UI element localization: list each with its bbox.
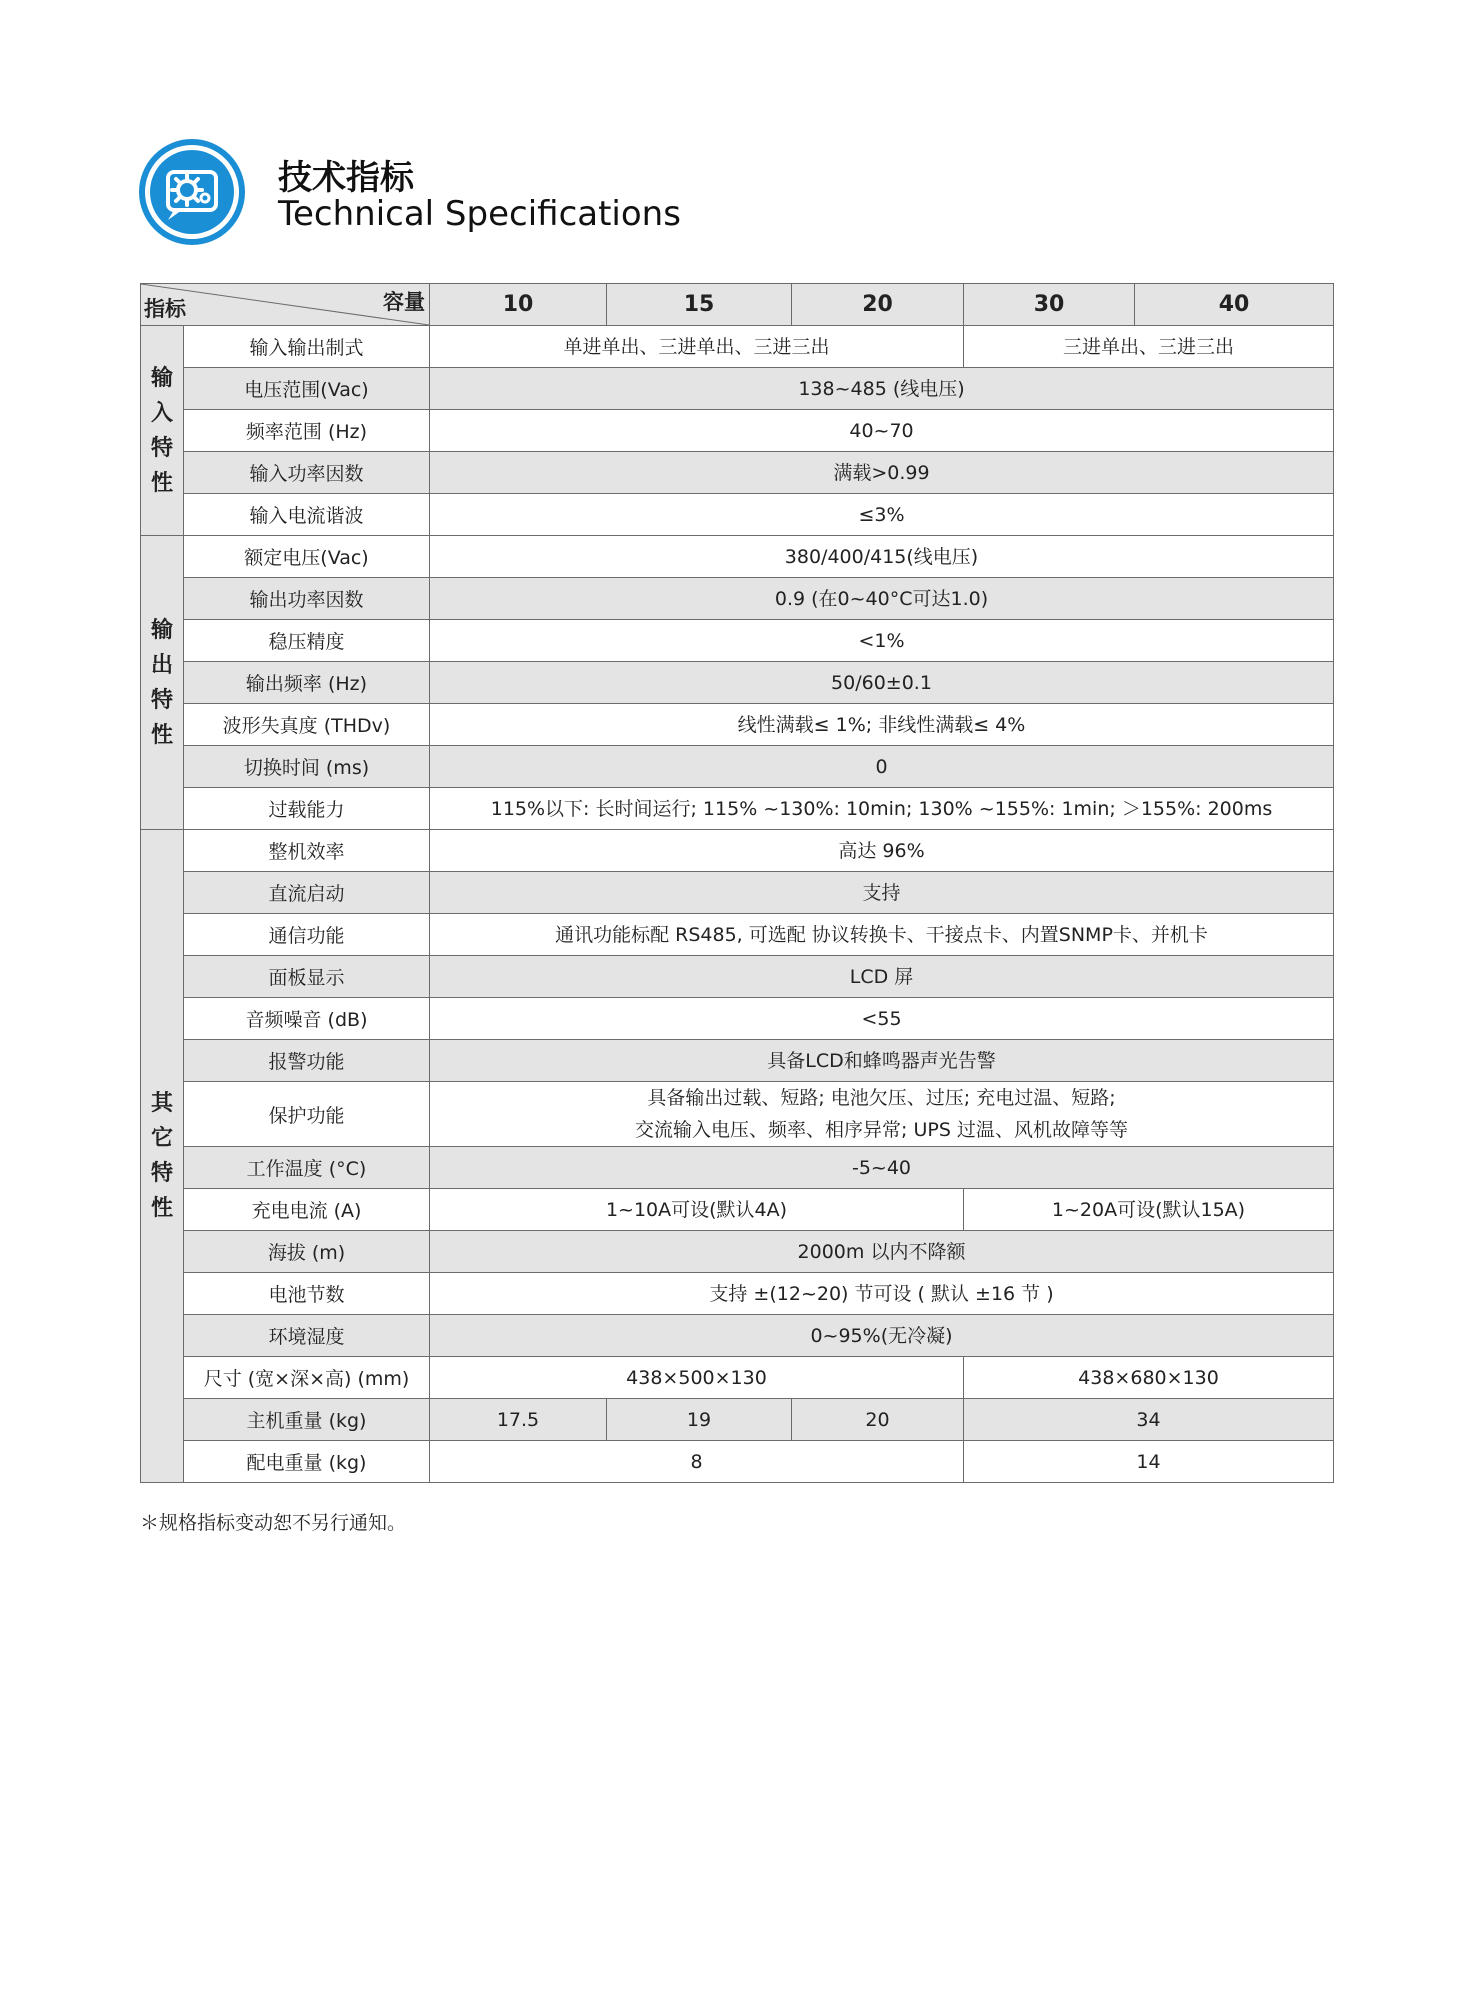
table-row	[141, 1315, 1334, 1357]
capacity-header: 10	[430, 284, 607, 326]
row-value: 115%以下: 长时间运行; 115% ~130%: 10min; 130% ~155%: 1min; ＞155%: 200ms	[430, 788, 1334, 830]
row-label: 环境湿度	[184, 1315, 430, 1357]
table-row	[141, 368, 1334, 410]
row-label: 频率范围 (Hz)	[184, 410, 430, 452]
table-row	[141, 1147, 1334, 1189]
row-value: 50/60±0.1	[430, 662, 1334, 704]
row-value: -5~40	[430, 1147, 1334, 1189]
row-value: 高达 96%	[430, 830, 1334, 872]
row-value: 0~95%(无冷凝)	[430, 1315, 1334, 1357]
row-value: 满载>0.99	[430, 452, 1334, 494]
protection-line-2: 交流输入电压、频率、相序异常; UPS 过温、风机故障等等	[635, 1119, 1128, 1141]
table-row	[141, 872, 1334, 914]
row-label: 报警功能	[184, 1040, 430, 1082]
row-label: 尺寸 (宽×深×高) (mm)	[184, 1357, 430, 1399]
row-label: 整机效率	[184, 830, 430, 872]
row-value: 20	[792, 1399, 964, 1441]
capacity-header: 40	[1135, 284, 1334, 326]
row-label: 输入电流谐波	[184, 494, 430, 536]
row-value: 支持 ±(12~20) 节可设 ( 默认 ±16 节 )	[430, 1273, 1334, 1315]
row-value: 通讯功能标配 RS485, 可选配 协议转换卡、干接点卡、内置SNMP卡、并机卡	[430, 914, 1334, 956]
row-value: 14	[964, 1441, 1334, 1483]
row-label: 保护功能	[184, 1082, 430, 1147]
page-title-cn: 技术指标	[278, 158, 414, 198]
row-value: 具备LCD和蜂鸣器声光告警	[430, 1040, 1334, 1082]
group-label-input: 输 入 特 性	[141, 326, 184, 536]
row-label: 输出频率 (Hz)	[184, 662, 430, 704]
capacity-header: 30	[964, 284, 1135, 326]
table-row	[141, 620, 1334, 662]
row-value: 1~10A可设(默认4A)	[430, 1189, 964, 1231]
row-label: 波形失真度 (THDv)	[184, 704, 430, 746]
row-label: 直流启动	[184, 872, 430, 914]
row-value: ≤3%	[430, 494, 1334, 536]
table-row	[141, 998, 1334, 1040]
page-title-en: Technical Specifications	[278, 194, 681, 234]
row-label: 通信功能	[184, 914, 430, 956]
row-value: 380/400/415(线电压)	[430, 536, 1334, 578]
table-row	[141, 746, 1334, 788]
table-row	[141, 914, 1334, 956]
table-row	[141, 662, 1334, 704]
row-value: <55	[430, 998, 1334, 1040]
row-label: 充电电流 (A)	[184, 1189, 430, 1231]
row-label: 稳压精度	[184, 620, 430, 662]
row-label: 过载能力	[184, 788, 430, 830]
row-value: 17.5	[430, 1399, 607, 1441]
table-row	[141, 536, 1334, 578]
row-value: 438×500×130	[430, 1357, 964, 1399]
corner-cell	[141, 284, 430, 326]
table-row	[141, 788, 1334, 830]
row-label: 配电重量 (kg)	[184, 1441, 430, 1483]
header-row	[141, 284, 1334, 326]
row-label: 电池节数	[184, 1273, 430, 1315]
footnote: ＊规格指标变动恕不另行通知。	[140, 1512, 407, 1534]
row-value: 19	[607, 1399, 792, 1441]
row-label: 输入功率因数	[184, 452, 430, 494]
protection-line-1: 具备输出过载、短路; 电池欠压、过压; 充电过温、短路;	[647, 1087, 1116, 1109]
table-row	[141, 578, 1334, 620]
table-row	[141, 1441, 1334, 1483]
row-label: 电压范围(Vac)	[184, 368, 430, 410]
gear-settings-icon	[138, 138, 246, 246]
row-value: LCD 屏	[430, 956, 1334, 998]
row-value	[430, 1082, 1334, 1147]
row-value: 1~20A可设(默认15A)	[964, 1189, 1334, 1231]
row-value: 单进单出、三进单出、三进三出	[430, 326, 964, 368]
table-row	[141, 956, 1334, 998]
corner-capacity-label: 容量	[383, 290, 425, 314]
row-label: 输出功率因数	[184, 578, 430, 620]
row-value: 40~70	[430, 410, 1334, 452]
table-row	[141, 704, 1334, 746]
corner-indicator-label: 指标	[144, 297, 186, 321]
row-value: 438×680×130	[964, 1357, 1334, 1399]
row-label: 面板显示	[184, 956, 430, 998]
capacity-header: 15	[607, 284, 792, 326]
capacity-header: 20	[792, 284, 964, 326]
table-row	[141, 1231, 1334, 1273]
row-value: 0	[430, 746, 1334, 788]
row-value: 2000m 以内不降额	[430, 1231, 1334, 1273]
table-row	[141, 494, 1334, 536]
table-row	[141, 1082, 1334, 1147]
row-value: <1%	[430, 620, 1334, 662]
table-row	[141, 452, 1334, 494]
row-value: 0.9 (在0~40°C可达1.0)	[430, 578, 1334, 620]
row-label: 海拔 (m)	[184, 1231, 430, 1273]
spec-table	[140, 283, 1334, 1483]
row-value: 三进单出、三进三出	[964, 326, 1334, 368]
table-row	[141, 1189, 1334, 1231]
group-label-other: 其 它 特 性	[141, 830, 184, 1483]
table-row	[141, 1040, 1334, 1082]
table-row	[141, 1399, 1334, 1441]
row-label: 工作温度 (°C)	[184, 1147, 430, 1189]
row-label: 额定电压(Vac)	[184, 536, 430, 578]
row-value: 8	[430, 1441, 964, 1483]
table-row	[141, 1357, 1334, 1399]
table-row	[141, 1273, 1334, 1315]
row-value: 支持	[430, 872, 1334, 914]
row-label: 输入输出制式	[184, 326, 430, 368]
table-row	[141, 830, 1334, 872]
table-row	[141, 326, 1334, 368]
group-label-output: 输 出 特 性	[141, 536, 184, 830]
row-label: 主机重量 (kg)	[184, 1399, 430, 1441]
table-row	[141, 410, 1334, 452]
row-label: 切换时间 (ms)	[184, 746, 430, 788]
row-value: 线性满载≤ 1%; 非线性满载≤ 4%	[430, 704, 1334, 746]
row-value: 138~485 (线电压)	[430, 368, 1334, 410]
row-label: 音频噪音 (dB)	[184, 998, 430, 1040]
row-value: 34	[964, 1399, 1334, 1441]
